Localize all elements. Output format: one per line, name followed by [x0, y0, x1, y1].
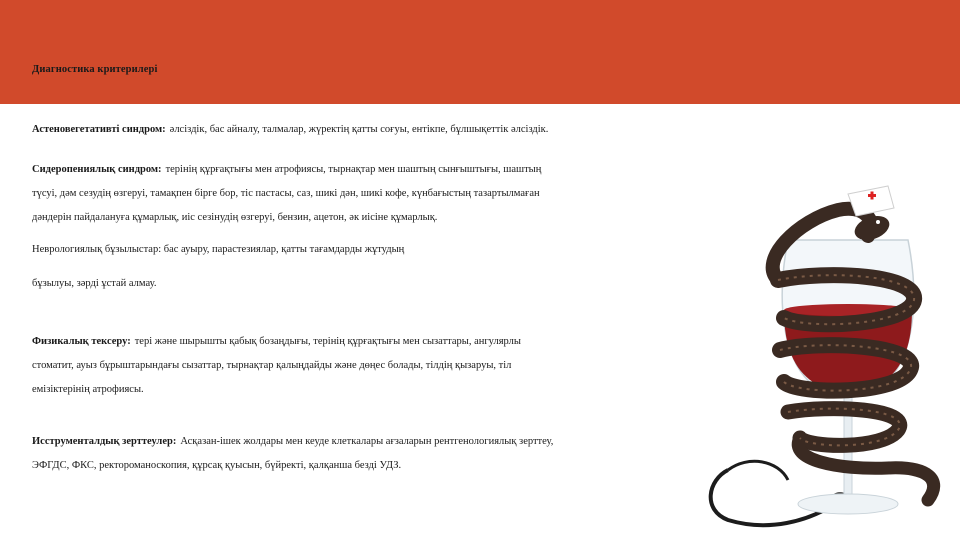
section-label: Сидеропениялық синдром: — [32, 164, 162, 175]
section-text: әлсіздік, бас айналу, талмалар, жүректің қатты соғуы, ентікпе, бұлшықеттік әлсіздік. — [169, 124, 549, 135]
section-instrumental — [32, 430, 672, 478]
section-physical — [32, 330, 672, 402]
section-label: Физикалық тексеру: — [32, 336, 131, 347]
snake-wine-glass-stethoscope-icon — [688, 150, 960, 540]
section-neuro-line2 — [32, 272, 672, 296]
header-band — [0, 0, 960, 104]
section-label: Астеновегетативті синдром: — [32, 124, 166, 135]
text-line: дәндерін пайдалануға құмарлық, иіс сезінудің өзгеруі, бензин, ацетон, әк иісіне құмарлық. — [32, 212, 438, 223]
section-text: тері және шырышты қабық бозаңдығы, терінің құрғақтығы мен сызаттары, ангулярлы — [134, 336, 521, 347]
text-line: Неврологиялық бұзылыстар: бас ауыру, парастезиялар, қатты тағамдарды жұтудың — [32, 244, 405, 255]
text-line: ЭФГДС, ФКС, ректороманоскопия, құрсақ қуысын, бүйректі, қалқанша безді УДЗ. — [32, 460, 402, 471]
text-line: бұзылуы, зәрді ұстай алмау. — [32, 278, 157, 289]
section-text: Асқазан-ішек жолдары мен кеуде клеткалары ағзаларын рентгенологиялық зерттеу, — [180, 436, 554, 447]
section-text: терінің құрғақтығы мен атрофиясы, тырнақтар мен шаштың сынғыштығы, шаштың — [165, 164, 542, 175]
text-line: түсуі, дәм сезудің өзгеруі, тамақпен бірге бор, тіс пастасы, саз, шикі дән, шикі кофе, күнбағыстың тазартылмаған — [32, 188, 540, 199]
text-line: емізіктерінің атрофиясы. — [32, 384, 144, 395]
page-title: Диагностика критерилері — [32, 64, 158, 75]
text-line: стоматит, ауыз бұрыштарындағы сызаттар, тырнақтар қалыңдайды және дөңес болады, тілдің қызаруы, тіл — [32, 360, 512, 371]
section-neuro-line1 — [32, 238, 672, 262]
text-line — [32, 118, 672, 142]
text-line — [32, 330, 672, 354]
section-sideropenic — [32, 158, 672, 230]
text-line — [32, 430, 672, 454]
section-asthenovegetative — [32, 118, 672, 142]
section-label: Исструменталдық зерттеулер: — [32, 436, 177, 447]
text-line — [32, 158, 672, 182]
